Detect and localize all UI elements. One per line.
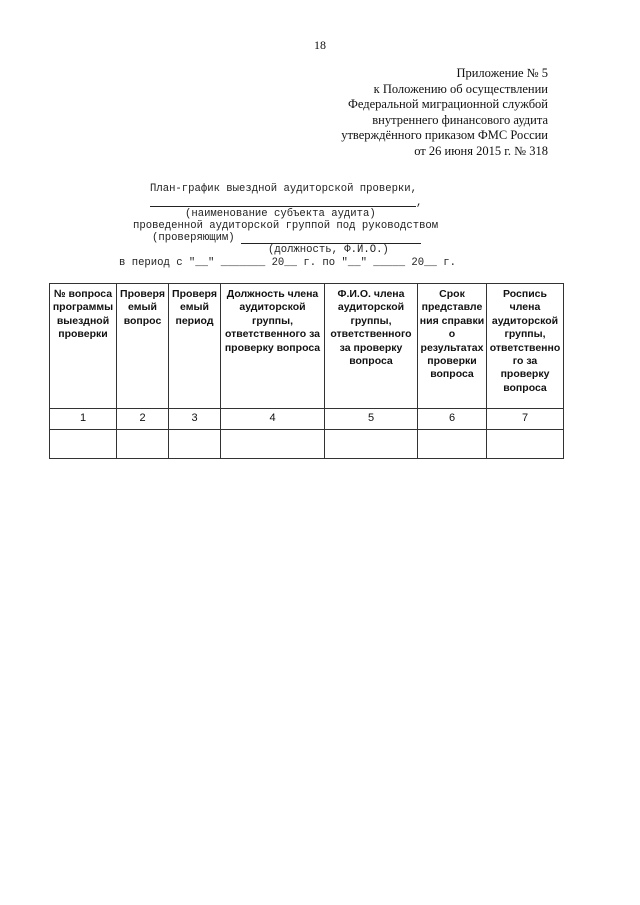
column-number: 1 (50, 409, 117, 430)
column-number: 3 (169, 409, 221, 430)
column-number: 2 (117, 409, 169, 430)
conducted-line: проведенной аудиторской группой под руководством (133, 220, 439, 232)
header-report-deadline: Срок представле ния справки о результатах проверки вопроса (418, 284, 487, 409)
appendix-block (341, 66, 548, 160)
column-number: 4 (221, 409, 325, 430)
inspector-label: (проверяющим) (152, 232, 235, 244)
table-number-row (50, 409, 564, 430)
column-number: 6 (418, 409, 487, 430)
column-number: 7 (487, 409, 564, 430)
appendix-line: Приложение № 5 (456, 66, 548, 80)
position-caption: (должность, Ф.И.О.) (268, 244, 389, 256)
table-cell (169, 430, 221, 459)
header-question-number: № вопроса программы выездной проверки (50, 284, 117, 409)
table-cell (117, 430, 169, 459)
form-title: План-график выездной аудиторской проверки, (150, 183, 418, 195)
appendix-line: внутреннего финансового аудита (372, 112, 548, 127)
header-checked-question: Проверя емый вопрос (117, 284, 169, 409)
table-cell (418, 430, 487, 459)
appendix-line: Федеральной миграционной службой (347, 97, 548, 112)
column-number: 5 (325, 409, 418, 430)
table-cell (221, 430, 325, 459)
period-line: в период с "__" _______ 20__ г. по "__" _____ 20__ г. (119, 257, 456, 269)
table-row (50, 430, 564, 459)
header-member-position: Должность члена аудиторской группы, ответственного за проверку вопроса (221, 284, 325, 409)
audit-schedule-table (49, 283, 564, 459)
appendix-line: к Положению об осуществлении (373, 81, 548, 96)
header-member-signature: Роспись члена аудиторской группы, ответственно го за проверку вопроса (487, 284, 564, 409)
table-cell (50, 430, 117, 459)
subject-line-comma: , (416, 197, 423, 209)
table-cell (487, 430, 564, 459)
table-header-row (50, 284, 564, 409)
header-member-name: Ф.И.О. члена аудиторской группы, ответственного за проверку вопроса (325, 284, 418, 409)
page-number: 18 (314, 38, 326, 52)
header-checked-period: Проверя емый период (169, 284, 221, 409)
appendix-line: от 26 июня 2015 г. № 318 (414, 143, 548, 158)
appendix-line: утверждённого приказом ФМС России (341, 128, 548, 143)
subject-line (150, 206, 416, 207)
subject-caption: (наименование субъекта аудита) (185, 208, 376, 220)
table-cell (325, 430, 418, 459)
